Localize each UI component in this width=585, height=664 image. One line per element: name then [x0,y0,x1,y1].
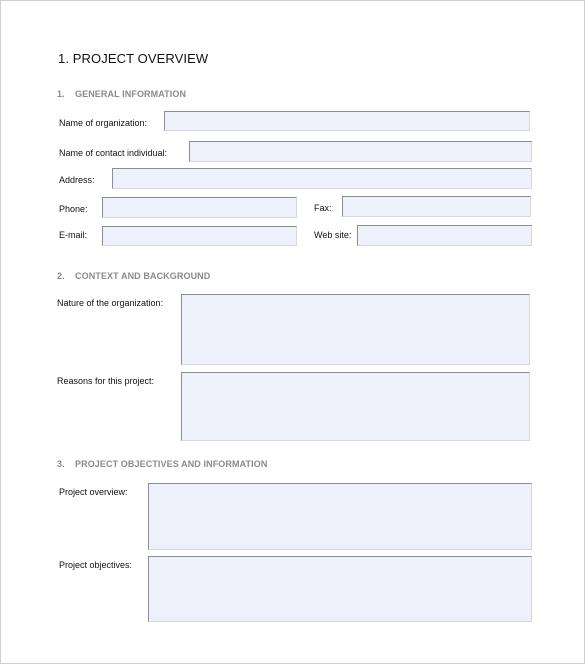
project-overview-textarea[interactable] [148,483,532,550]
page-title: 1. PROJECT OVERVIEW [58,51,209,66]
organization-nature-label: Nature of the organization: [57,298,164,308]
contact-individual-label: Name of contact individual: [59,148,168,158]
project-overview-label: Project overview: [59,487,128,497]
project-objectives-textarea[interactable] [148,556,532,622]
organization-nature-textarea[interactable] [181,294,530,365]
section-number: 3. [57,459,65,469]
project-reasons-textarea[interactable] [181,372,530,441]
section-heading-context-background [57,271,210,281]
project-objectives-label: Project objectives: [59,560,133,570]
project-reasons-label: Reasons for this project: [57,376,155,386]
section-heading-text: GENERAL INFORMATION [75,89,187,99]
contact-individual-input[interactable] [189,141,532,162]
website-input[interactable] [357,225,532,246]
section-heading-text: CONTEXT AND BACKGROUND [75,271,211,281]
address-input[interactable] [112,168,532,189]
fax-input[interactable] [342,196,531,217]
section-heading-project-objectives [57,459,267,469]
email-input[interactable] [102,226,297,246]
section-heading-text: PROJECT OBJECTIVES AND INFORMATION [75,459,268,469]
organization-name-label: Name of organization: [59,118,148,128]
phone-label: Phone: [59,204,88,214]
fax-label: Fax: [314,203,332,213]
organization-name-input[interactable] [164,111,530,131]
section-heading-general-information [57,89,186,99]
website-label: Web site: [314,230,352,240]
section-number: 2. [57,271,65,281]
phone-input[interactable] [102,197,297,218]
email-label: E-mail: [59,230,88,240]
section-number: 1. [57,89,65,99]
address-label: Address: [59,175,95,185]
